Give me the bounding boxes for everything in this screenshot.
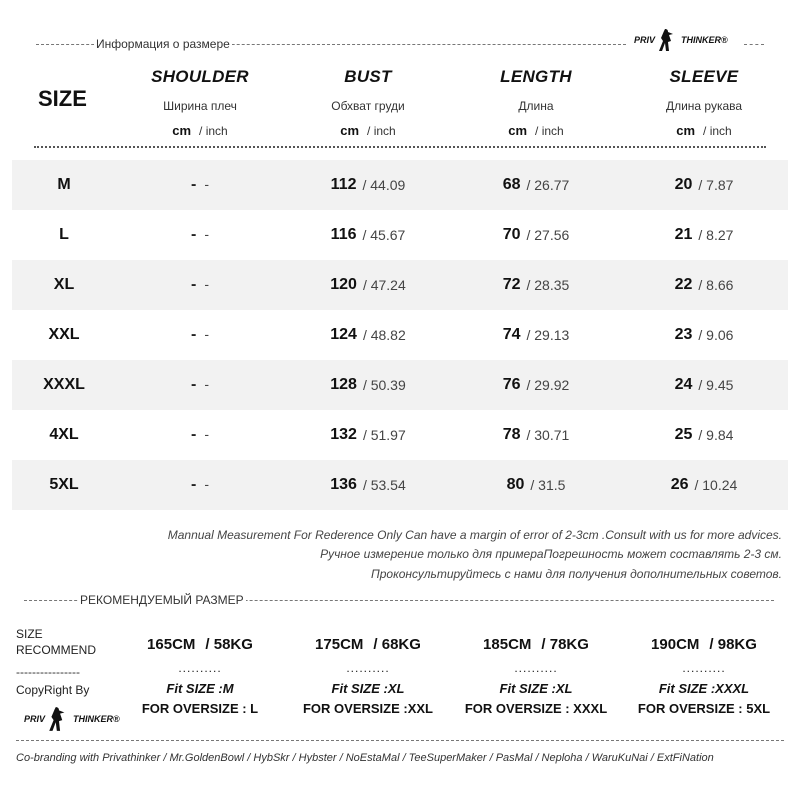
size-cell [24, 310, 104, 360]
recommend-weight: / 58KG [205, 636, 253, 653]
length-cm: 70 [502, 226, 521, 243]
length-cm: 80 [506, 476, 525, 493]
logo-left-text: PRIV [24, 714, 46, 724]
col-head-length [464, 67, 608, 138]
bust-inch: / 53.54 [362, 477, 406, 493]
sleeve-cell [634, 160, 774, 210]
recommend-label-line1: SIZE [16, 627, 43, 641]
note-en: Mannual Measurement For Rederence Only Can have a margin of error of 2-3cm .Consult with us for more advices. [167, 528, 782, 542]
note-ru-2: Проконсультируйтесь с нами для получения дополнительных советов. [371, 567, 782, 581]
length-cm: 78 [502, 426, 521, 443]
bust-cm: 112 [330, 176, 357, 193]
recommend-dots: .......... [682, 661, 726, 675]
bust-cm: 128 [330, 376, 357, 393]
brand-logo-top [634, 28, 728, 52]
shoulder-cell [140, 310, 260, 360]
recommend-hw [456, 636, 616, 653]
size-value: XXXL [43, 376, 85, 393]
recommend-height: 175CM [315, 636, 364, 653]
size-cell [24, 260, 104, 310]
recommend-weight: / 98KG [709, 636, 757, 653]
recommend-height: 185CM [483, 636, 532, 653]
copyright-label: CopyRight By [16, 683, 90, 697]
length-cell [466, 210, 606, 260]
size-value: L [59, 226, 69, 243]
length-inch: / 28.35 [526, 277, 570, 293]
size-cell [24, 410, 104, 460]
logo-right-text: THINKER® [73, 714, 120, 724]
col-title-ru: Ширина плеч [163, 99, 237, 113]
bust-cm: 136 [330, 476, 357, 493]
sleeve-cm: 23 [674, 326, 693, 343]
shoulder-cell [140, 210, 260, 260]
table-row [12, 360, 788, 410]
recommend-title: РЕКОМЕНДУЕМЫЙ РАЗМЕР [80, 593, 244, 607]
shoulder-cm: - [191, 226, 197, 243]
bust-cell [298, 360, 438, 410]
bust-cell [298, 210, 438, 260]
bust-cell [298, 460, 438, 510]
shoulder-cell [140, 160, 260, 210]
unit-inch: / inch [535, 124, 564, 138]
shoulder-cm: - [191, 176, 197, 193]
sleeve-cm: 20 [674, 176, 693, 193]
sleeve-inch: / 9.84 [698, 427, 734, 443]
recommend-separator: ---------------- [16, 665, 80, 679]
sleeve-cm: 25 [674, 426, 693, 443]
shoulder-cm: - [191, 276, 197, 293]
unit-inch: / inch [367, 124, 396, 138]
unit-cm: cm [172, 123, 192, 138]
length-cm: 68 [502, 176, 521, 193]
shoulder-inch: - [204, 276, 209, 292]
sleeve-cell [634, 460, 774, 510]
col-head-bust [296, 67, 440, 138]
length-cell [466, 160, 606, 210]
length-cell [466, 260, 606, 310]
unit-cm: cm [676, 123, 696, 138]
bust-inch: / 48.82 [362, 327, 406, 343]
oversize-size: FOR OVERSIZE :XXL [302, 701, 433, 716]
fit-size: Fit SIZE :XXXL [658, 681, 750, 696]
sleeve-inch: / 10.24 [694, 477, 738, 493]
length-cell [466, 310, 606, 360]
length-cell [466, 360, 606, 410]
recommend-hw [624, 636, 784, 653]
shoulder-inch: - [204, 426, 209, 442]
bust-cm: 116 [330, 226, 357, 243]
size-value: M [57, 176, 71, 193]
sleeve-cm: 24 [674, 376, 693, 393]
size-cell [24, 360, 104, 410]
shoulder-cm: - [191, 326, 197, 343]
length-cell [466, 460, 606, 510]
logo-left-text: PRIV [634, 35, 656, 45]
recommend-dots: .......... [346, 661, 390, 675]
size-value: XXL [48, 326, 80, 343]
sleeve-cell [634, 310, 774, 360]
sleeve-inch: / 8.66 [698, 277, 734, 293]
table-row [12, 460, 788, 510]
col-title-ru: Длина [518, 99, 554, 113]
length-inch: / 30.71 [526, 427, 570, 443]
table-row [12, 410, 788, 460]
size-recommend-label [16, 626, 96, 658]
shoulder-inch: - [204, 326, 209, 342]
col-title-en: SHOULDER [151, 67, 249, 86]
info-title: Информация о размере [96, 37, 230, 51]
shoulder-inch: - [204, 376, 209, 392]
bust-cm: 120 [330, 276, 357, 293]
size-cell [24, 460, 104, 510]
unit-cm: cm [340, 123, 360, 138]
table-row [12, 260, 788, 310]
fit-size: Fit SIZE :XL [499, 681, 573, 696]
bust-cell [298, 310, 438, 360]
col-title-ru: Обхват груди [331, 99, 405, 113]
recommend-height: 165CM [147, 636, 196, 653]
size-value: XL [53, 276, 75, 293]
table-row [12, 210, 788, 260]
co-branding-text: Co-branding with Privathinker / Mr.GoldenBowl / HybSkr / Hybster / NoEstaMal / TeeSuperMaker / PasMal / Neploha / WaruKuNai / ExtFiNation [16, 752, 714, 764]
size-cell [24, 160, 104, 210]
brand-logo-bottom [24, 706, 120, 732]
recommend-item [288, 636, 448, 716]
shoulder-cell [140, 360, 260, 410]
recommend-item [120, 636, 280, 716]
length-inch: / 29.92 [526, 377, 570, 393]
col-title-en: SLEEVE [669, 67, 739, 86]
table-row [12, 310, 788, 360]
length-inch: / 26.77 [526, 177, 570, 193]
fit-size: Fit SIZE :M [166, 681, 234, 696]
bust-cm: 132 [330, 426, 357, 443]
bust-cell [298, 160, 438, 210]
fit-size: Fit SIZE :XL [331, 681, 405, 696]
recommend-item [624, 636, 784, 716]
sleeve-cm: 26 [670, 476, 689, 493]
shoulder-cm: - [191, 476, 197, 493]
sleeve-cell [634, 260, 774, 310]
recommend-dots: .......... [178, 661, 222, 675]
length-inch: / 27.56 [526, 227, 570, 243]
col-head-sleeve [632, 67, 776, 138]
bust-inch: / 51.97 [362, 427, 406, 443]
logo-figure-icon [657, 28, 679, 52]
length-cell [466, 410, 606, 460]
length-inch: / 31.5 [530, 477, 566, 493]
unit-cm: cm [508, 123, 528, 138]
table-header-divider [34, 146, 766, 148]
shoulder-inch: - [204, 226, 209, 242]
length-cm: 72 [502, 276, 521, 293]
sleeve-cell [634, 360, 774, 410]
length-cm: 74 [502, 326, 521, 343]
logo-right-text: THINKER® [681, 35, 728, 45]
shoulder-cell [140, 410, 260, 460]
col-title-ru: Длина рукава [665, 99, 743, 113]
recommend-hw [288, 636, 448, 653]
bust-cell [298, 260, 438, 310]
bust-cell [298, 410, 438, 460]
note-ru-1: Ручное измерение только для примераПогрешность может составлять 2-3 см. [320, 547, 782, 561]
bust-inch: / 44.09 [362, 177, 406, 193]
oversize-size: FOR OVERSIZE : L [141, 701, 259, 716]
recommend-height: 190CM [651, 636, 700, 653]
length-cm: 76 [502, 376, 521, 393]
length-inch: / 29.13 [526, 327, 570, 343]
oversize-size: FOR OVERSIZE : XXXL [464, 701, 608, 716]
sleeve-cm: 22 [674, 276, 693, 293]
bust-inch: / 50.39 [362, 377, 406, 393]
size-cell [24, 210, 104, 260]
shoulder-cm: - [191, 376, 197, 393]
table-row [12, 160, 788, 210]
unit-inch: / inch [703, 124, 732, 138]
sleeve-cm: 21 [674, 226, 693, 243]
bust-inch: / 45.67 [362, 227, 406, 243]
recommend-weight: / 68KG [373, 636, 421, 653]
sleeve-inch: / 7.87 [698, 177, 734, 193]
sleeve-inch: / 9.45 [698, 377, 734, 393]
shoulder-cell [140, 260, 260, 310]
shoulder-cell [140, 460, 260, 510]
shoulder-cm: - [191, 426, 197, 443]
recommend-item [456, 636, 616, 716]
sleeve-cell [634, 210, 774, 260]
recommend-label-line2: RECOMMEND [16, 643, 96, 657]
recommend-hw [120, 636, 280, 653]
col-head-shoulder [128, 67, 272, 138]
sleeve-inch: / 9.06 [698, 327, 734, 343]
sleeve-cell [634, 410, 774, 460]
footer-rule [16, 740, 784, 741]
sleeve-inch: / 8.27 [698, 227, 734, 243]
shoulder-inch: - [204, 176, 209, 192]
size-value: 4XL [49, 426, 79, 443]
logo-figure-icon [47, 706, 71, 732]
recommend-weight: / 78KG [541, 636, 589, 653]
size-value: 5XL [49, 476, 79, 493]
oversize-size: FOR OVERSIZE : 5XL [637, 701, 771, 716]
col-title-en: LENGTH [500, 67, 572, 86]
shoulder-inch: - [204, 476, 209, 492]
unit-inch: / inch [199, 124, 228, 138]
col-title-en: BUST [344, 67, 392, 86]
size-column-label: SIZE [38, 86, 87, 111]
bust-inch: / 47.24 [362, 277, 406, 293]
header-rule-right [744, 44, 764, 45]
bust-cm: 124 [330, 326, 357, 343]
recommend-dots: .......... [514, 661, 558, 675]
